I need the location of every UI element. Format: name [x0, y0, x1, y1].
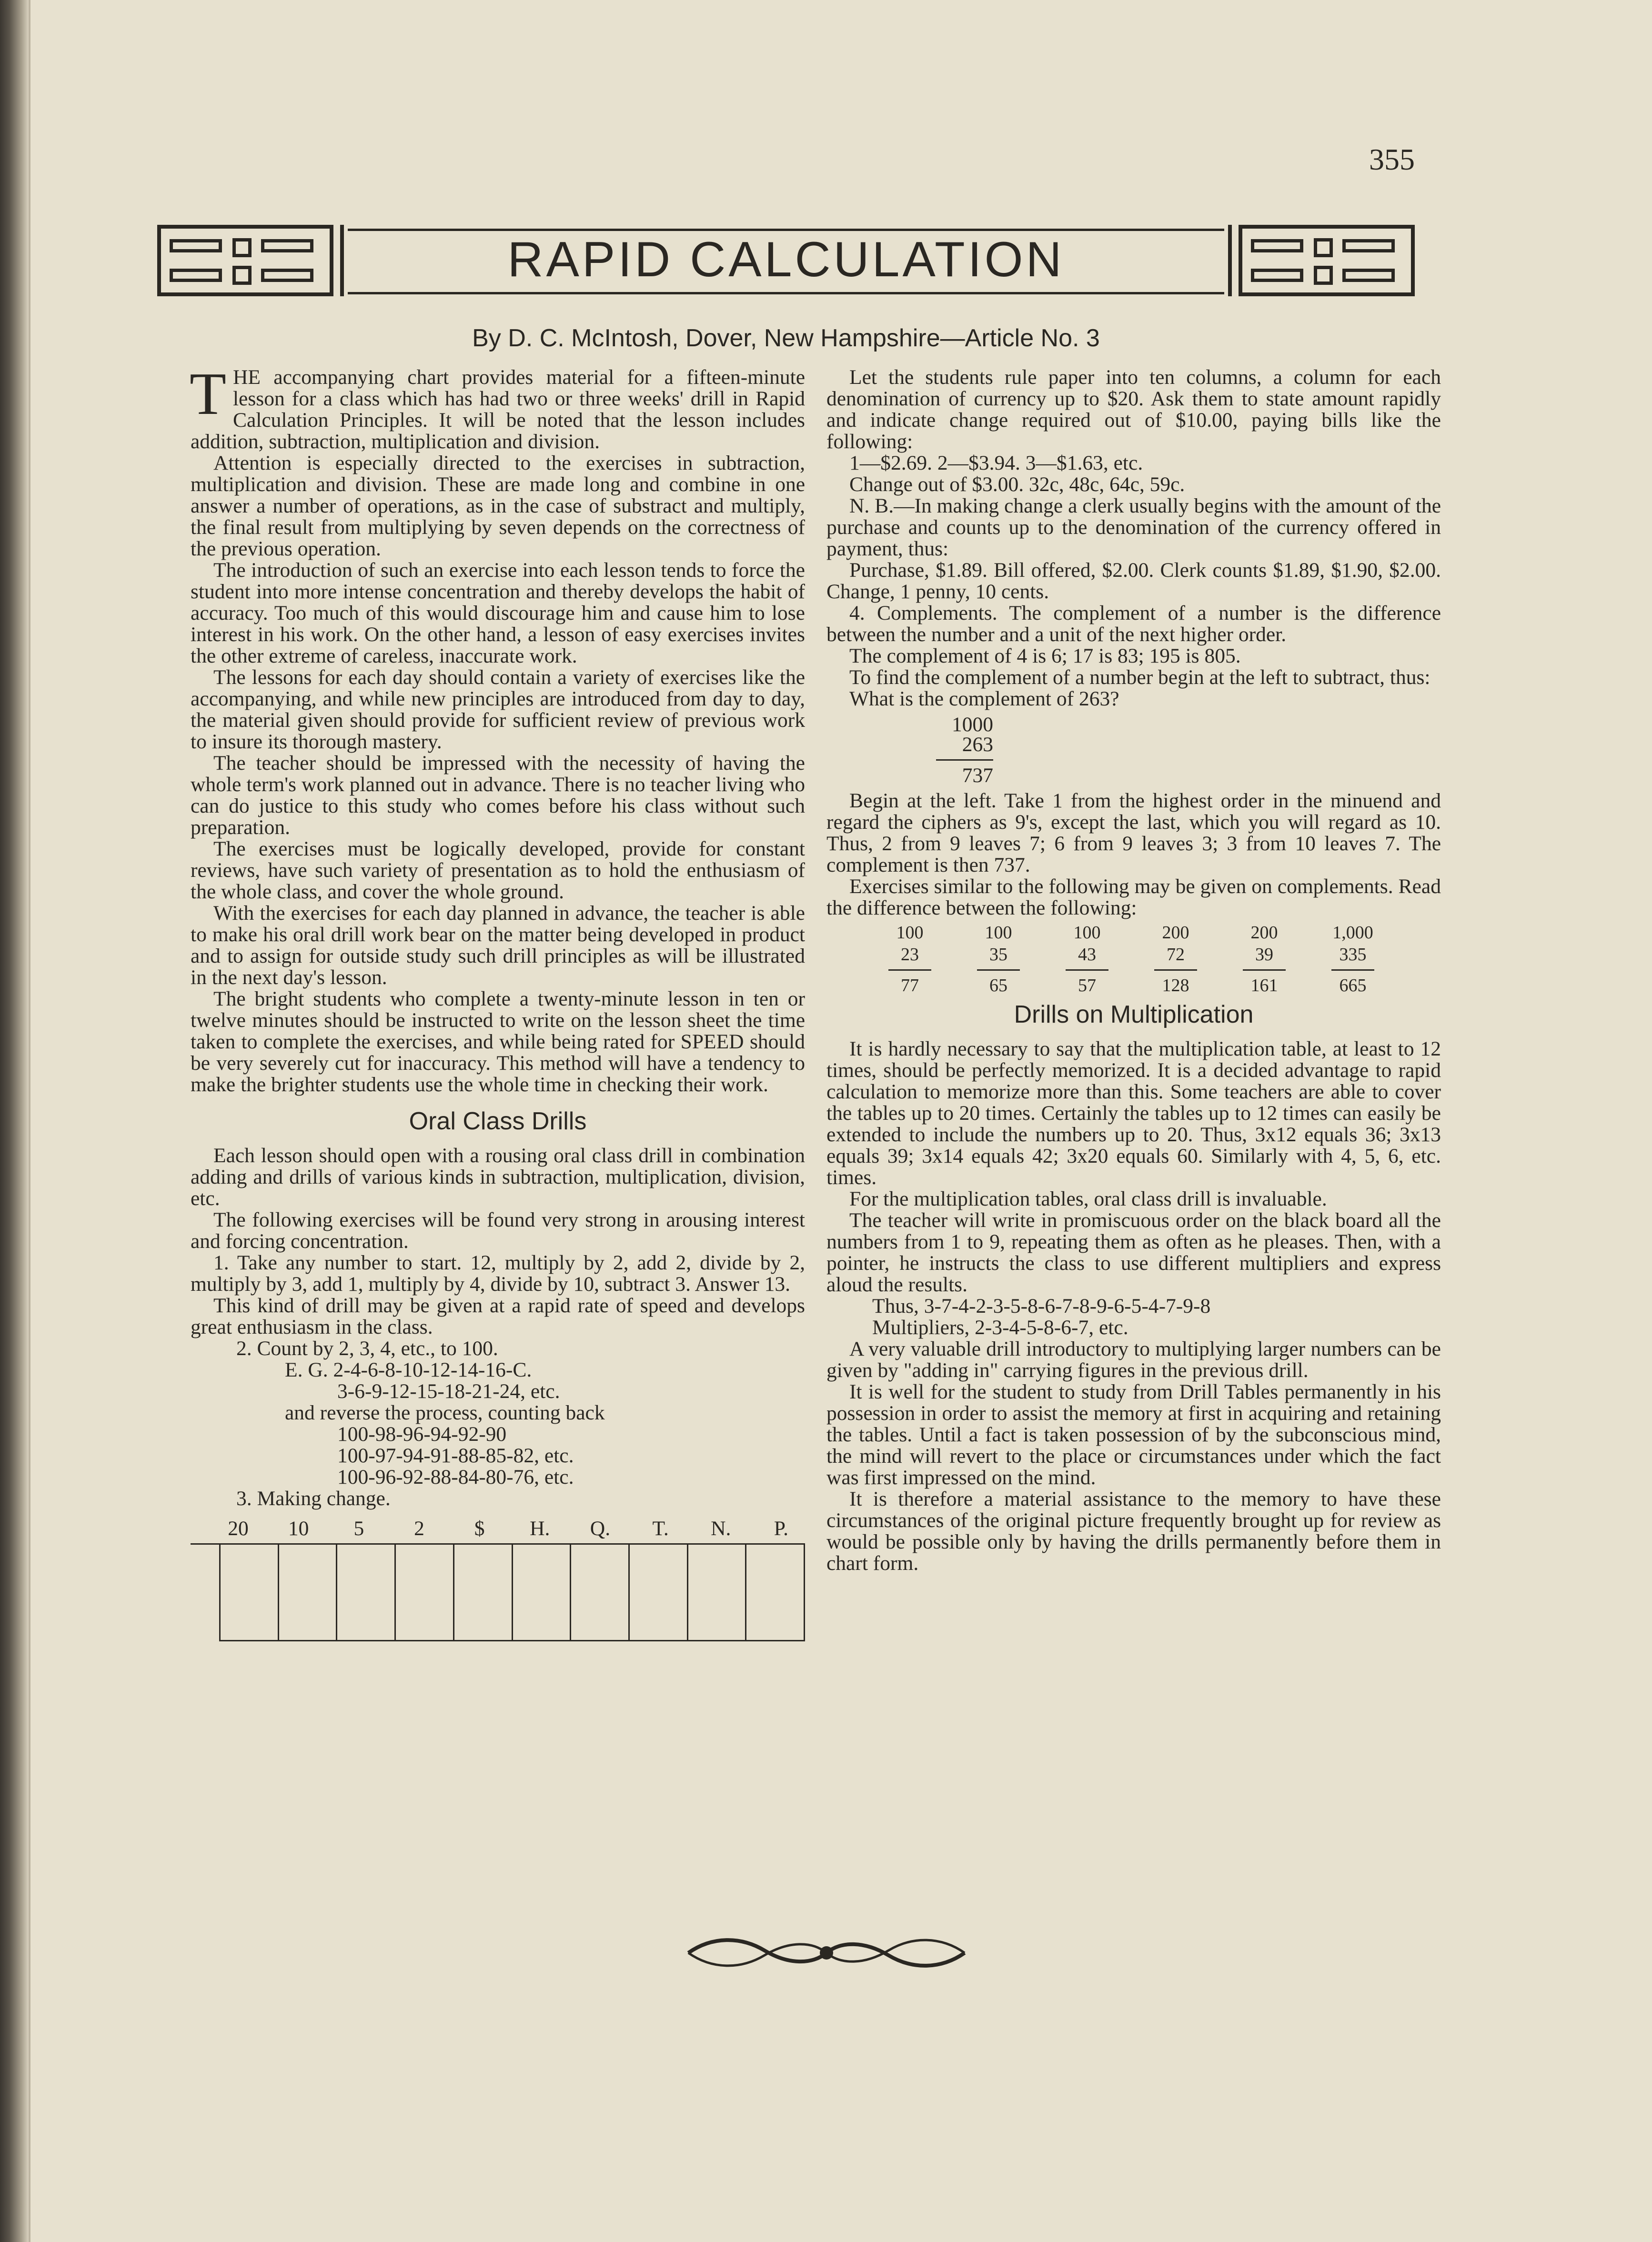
sequence-line: 100-96-92-88-84-80-76, etc. — [337, 1466, 574, 1488]
exercise-cell: 335 — [1339, 945, 1367, 965]
exercise-cell: 35 — [989, 945, 1007, 965]
paragraph: Attention is especially directed to the exercises in subtraction, multiplication and division. These are made long and combine in one answer a number of operations, as in the case of substract and multiply, the final result from multiplying by seven depends on the correctness of the previous operation. — [191, 452, 805, 560]
exercise-cell: 23 — [901, 945, 919, 965]
paragraph: The introduction of such an exercise into each lesson tends to force the student into more intense concentration and thereby develops the habit of accuracy. Too much of this would discourage him and cause him to lose interest in his work. On the other hand, a lesson of easy exercises invites the other extreme of careless, inaccurate work. — [191, 559, 805, 667]
sequence-line: Multipliers, 2-3-4-5-8-6-7, etc. — [872, 1316, 1128, 1339]
sequence-line: 100-98-96-94-92-90 — [337, 1423, 507, 1446]
exercise-cell: 39 — [1255, 945, 1273, 965]
chart-header-cell: $ — [474, 1517, 485, 1540]
exercise-row-results — [826, 975, 1441, 996]
paragraph: The lessons for each day should contain a variety of exercises like the accompanying, and while new principles are introduced from day to day, the material given should provide for sufficient review of previous work to insure its thorough mastery. — [191, 666, 805, 753]
title-rule-bottom — [348, 292, 1224, 294]
footer-scroll-ornament-icon — [684, 1934, 969, 1972]
title-banner — [157, 214, 1415, 300]
exercise-cell: 161 — [1250, 975, 1278, 995]
chart-header-cell: 20 — [228, 1517, 249, 1540]
paragraph: The teacher will write in promiscuous order on the black board all the numbers from 1 to 9, repeating them as often as he pleases. Then, with a pointer, he instructs the class to use different multipliers and express aloud the results. — [826, 1209, 1441, 1296]
paragraph: To find the complement of a number begin at the left to subtract, thus: — [849, 666, 1430, 689]
paragraph: Begin at the left. Take 1 from the highest order in the minuend and regard the ciphers as 9's, except the last, which you will regard as 10. Thus, 2 from 9 leaves 7; 6 from 9 leaves 3; 3 from 10 leaves 7. The complement is then 737. — [826, 789, 1441, 876]
exercise-cell: 1,000 — [1332, 923, 1373, 943]
book-gutter — [0, 0, 29, 2242]
greek-key-ornament-right-icon — [1239, 225, 1415, 296]
paragraph: Purchase, $1.89. Bill offered, $2.00. Clerk counts $1.89, $1.90, $2.00. Change, 1 penny, 10 cents. — [826, 559, 1441, 603]
exercise-cell: 72 — [1167, 945, 1185, 965]
exercise-cell: 128 — [1162, 975, 1189, 995]
subtraction-rule — [936, 759, 993, 761]
right-column — [826, 367, 1441, 1574]
paragraph: Let the students rule paper into ten columns, a column for each denomination of currency up to $20. Ask them to state amount rapidly and indicate change required out of $10.00, paying bills like the following: — [826, 366, 1441, 453]
intro-text: HE accompanying chart provides material for a fifteen-minute lesson for a class which has had two or three weeks' drill in Rapid Calculation Principles. It will be noted that the lesson includes addition, subtraction, multiplication and division. — [191, 366, 805, 453]
example-line: 3-6-9-12-15-18-21-24, etc. — [337, 1380, 560, 1403]
exercise-row-subtrahends — [826, 944, 1441, 965]
paragraph: Exercises similar to the following may be given on complements. Read the difference between the following: — [826, 875, 1441, 919]
paragraph: The following exercises will be found very strong in arousing interest and forcing concentration. — [191, 1208, 805, 1253]
paragraph: The exercises must be logically developed, provide for constant reviews, have such variety of presentation as to hold the enthusiasm of the whole class, and cover the whole ground. — [191, 837, 805, 903]
sequence-line: Thus, 3-7-4-2-3-5-8-6-7-8-9-6-5-4-7-9-8 — [872, 1295, 1211, 1317]
page-number: 355 — [1369, 142, 1415, 176]
section-heading-multiplication: Drills on Multiplication — [1014, 1001, 1254, 1028]
sequence-line: 100-97-94-91-88-85-82, etc. — [337, 1444, 574, 1467]
exercise-cell: 57 — [1078, 975, 1096, 995]
chart-header-cell: Q. — [590, 1517, 611, 1540]
page-edge — [29, 0, 30, 2242]
exercise-cell: 100 — [1073, 923, 1101, 943]
subtrahend: 263 — [962, 733, 993, 756]
change-line: Change out of $3.00. 32c, 48c, 64c, 59c. — [849, 473, 1185, 496]
exercise-cell: 665 — [1339, 975, 1367, 995]
intro-paragraph — [190, 361, 805, 453]
exercise-cell: 100 — [896, 923, 924, 943]
difference: 737 — [962, 764, 993, 787]
left-column — [190, 361, 805, 1641]
exercise-cell: 100 — [985, 923, 1012, 943]
greek-key-ornament-left-icon — [157, 225, 333, 296]
exercise-cell: 200 — [1162, 923, 1189, 943]
exercise-cell: 65 — [989, 975, 1007, 995]
chart-header-cell: N. — [711, 1517, 731, 1540]
minuend: 1000 — [952, 713, 993, 736]
chart-header-cell: 10 — [288, 1517, 309, 1540]
exercise-rules — [826, 969, 1441, 971]
exercise-cell: 43 — [1078, 945, 1096, 965]
example-line: and reverse the process, counting back — [285, 1401, 605, 1424]
section-heading-oral-drills: Oral Class Drills — [409, 1107, 587, 1135]
paragraph: For the multiplication tables, oral class drill is invaluable. — [849, 1187, 1327, 1210]
article-title: RAPID CALCULATION — [507, 232, 1065, 287]
paragraph: The bright students who complete a twenty-minute lesson in ten or twelve minutes should be instructed to write on the lesson sheet the time taken to complete the exercises, and while being rated for SPEED should be very severely cut for inaccuracy. This method will have a tendency to make the brighter students use the whole time in checking their work. — [191, 987, 805, 1096]
paragraph: A very valuable drill introductory to multiplying larger numbers can be given by "adding in" carrying figures in the previous drill. — [826, 1337, 1441, 1382]
change-chart-header — [191, 1518, 805, 1539]
exercise-cell: 200 — [1250, 923, 1278, 943]
title-rule-top — [348, 229, 1224, 231]
byline: By D. C. McIntosh, Dover, New Hampshire—Article No. 3 — [472, 324, 1100, 352]
complement-subtraction — [936, 714, 1441, 785]
paragraph: With the exercises for each day planned in advance, the teacher is able to make his oral drill work bear on the matter being developed in product and to assign for outside study such drill principles as will be illustrated in the next day's lesson. — [191, 902, 805, 989]
paragraph: It is well for the student to study from Drill Tables permanently in his possession in order to assist the memory at first in acquiring and retaining the tables. Until a fact is taken possession of by the subconscious mind, the mind will revert to the place or circumstances under which the fact was first impressed on the mind. — [826, 1380, 1441, 1489]
drop-cap: T — [190, 361, 226, 427]
exercise-cell: 77 — [901, 975, 919, 995]
chart-header-cell: P. — [774, 1517, 789, 1540]
paragraph: It is therefore a material assistance to the memory to have these circumstances of the original picture frequently brought up for review as would be possible only by having the drills permanently before them in chart form. — [826, 1488, 1441, 1575]
paragraph: The complement of 4 is 6; 17 is 83; 195 is 805. — [849, 644, 1241, 667]
exercise-row-minuends — [826, 922, 1441, 944]
paragraph: N. B.—In making change a clerk usually begins with the amount of the purchase and counts up to the denomination of the currency offered in payment, thus: — [826, 494, 1441, 560]
change-chart-grid — [219, 1545, 805, 1641]
list-item: 3. Making change. — [236, 1487, 391, 1510]
paragraph: What is the complement of 263? — [849, 687, 1119, 710]
example-line: E. G. 2-4-6-8-10-12-14-16-C. — [285, 1358, 532, 1381]
list-item: 1. Take any number to start. 12, multiply by 2, add 2, divide by 2, multiply by 3, add 1, multiply by 4, divide by 10, subtract 3. Answer 13. — [191, 1251, 805, 1296]
paragraph: 4. Complements. The complement of a number is the difference between the number and a unit of the next higher order. — [826, 602, 1441, 646]
list-item: 2. Count by 2, 3, 4, etc., to 100. — [236, 1337, 498, 1360]
paragraph: It is hardly necessary to say that the multiplication table, at least to 12 times, should be perfectly memorized. It is a decided advantage to rapid calculation to memorize more than this. Some teachers are able to cover the tables up to 20 times. Certainly the tables up to 12 times can easily be extended to include the numbers up to 20. Thus, 3x12 equals 36; 3x13 equals 39; 3x14 equals 42; 3x20 equals 60. Similarly with 4, 5, 6, etc. times. — [826, 1037, 1441, 1189]
paragraph: Each lesson should open with a rousing oral class drill in combination adding and drills of various kinds in subtraction, multiplication, division, etc. — [191, 1144, 805, 1210]
chart-header-cell: 5 — [353, 1517, 364, 1540]
chart-header-cell: 2 — [414, 1517, 424, 1540]
complement-exercises — [826, 922, 1441, 996]
paragraph: The teacher should be impressed with the necessity of having the whole term's work planned out in advance. There is no teacher living who can do justice to this study who comes before his class without such preparation. — [191, 752, 805, 839]
chart-header-cell: T. — [652, 1517, 669, 1540]
chart-header-cell: H. — [530, 1517, 550, 1540]
paragraph: This kind of drill may be given at a rapid rate of speed and develops great enthusiasm in the class. — [191, 1294, 805, 1338]
bills-line: 1—$2.69. 2—$3.94. 3—$1.63, etc. — [849, 452, 1143, 474]
